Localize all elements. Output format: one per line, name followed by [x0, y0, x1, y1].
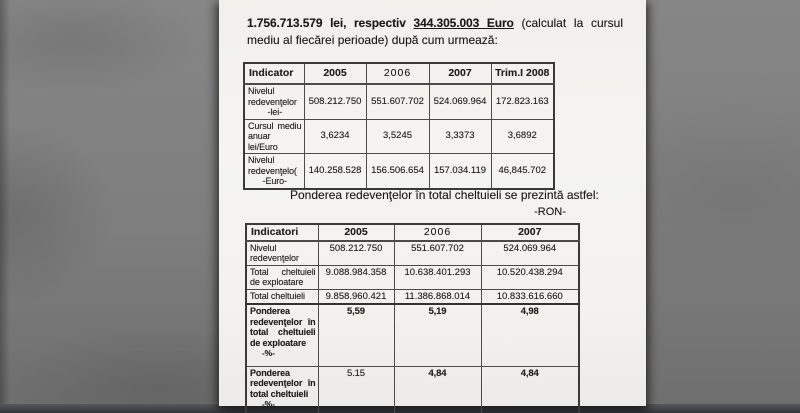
cell-value: 4,84 [394, 366, 481, 413]
row-label: Ponderea redevenţelor în total cheltuieli -%- [246, 366, 318, 413]
middle-text: Ponderea redevenţelor în total cheltuieli se prezintă astfel: [290, 188, 599, 202]
cell-value: 10.833.616.660 [481, 289, 579, 304]
cell-value: 3,6892 [491, 119, 554, 154]
table-row [246, 265, 579, 289]
table-row [244, 119, 554, 154]
cell-value: 11.386.868.014 [394, 289, 481, 304]
row-label: Total cheltuieli de exploatare [246, 265, 318, 289]
table-row [244, 154, 554, 189]
cell-value: 140.258.528 [304, 154, 366, 189]
table-row [246, 241, 579, 266]
document-page [219, 0, 646, 409]
cell-value: 172.823.163 [491, 84, 554, 119]
intro-line1-rest: (calculat la cursul [521, 16, 624, 30]
column-header: Trim.I 2008 [491, 63, 554, 84]
column-header: Indicatori [246, 224, 318, 241]
cell-value: 9.088.984.358 [318, 265, 394, 289]
row-label: Nivelul redevenţelor [246, 241, 318, 266]
table-row [244, 84, 554, 119]
cell-value: 5,59 [318, 304, 394, 366]
weight-table-header-row [246, 224, 579, 241]
cell-value: 5.15 [318, 366, 394, 413]
cell-value: 524.069.964 [429, 84, 491, 119]
cell-value: 46,845.702 [491, 154, 554, 189]
cell-value: 3,5245 [366, 119, 429, 154]
cell-value: 10.638.401.293 [394, 265, 481, 289]
intro-amount-euro: 344.305.003 Euro [413, 16, 514, 30]
weight-table [245, 223, 580, 413]
cell-value: 10.520.438.294 [481, 265, 579, 289]
column-header: 2007 [429, 63, 491, 84]
cell-value: 3,3373 [429, 119, 491, 154]
intro-paragraph [247, 15, 623, 48]
backdrop-left-shade [0, 0, 10, 413]
intro-line-2: mediu al fiecărei perioade) după cum urmează: [247, 32, 498, 47]
table-row [246, 304, 579, 366]
royalties-table-header-row [244, 63, 554, 84]
cell-value: 524.069.964 [481, 241, 579, 266]
table-row [246, 289, 579, 304]
cell-value: 3,6234 [304, 119, 366, 154]
intro-amount-lei: 1.756.713.579 lei, respectiv [247, 16, 406, 30]
cell-value: 551.607.702 [394, 241, 481, 266]
cell-value: 508.212.750 [304, 84, 366, 119]
royalties-table [243, 62, 555, 190]
column-header: 2005 [318, 224, 394, 241]
unit-label: -RON- [534, 206, 566, 218]
column-header: 2005 [304, 63, 366, 84]
row-label: Total cheltuieli [246, 289, 318, 304]
row-label: Ponderea redevenţelor în total cheltuieli de exploatare -%- [246, 304, 318, 366]
column-header: 2007 [481, 224, 579, 241]
row-label: Cursul mediu anuar lei/Euro [244, 119, 304, 154]
cell-value: 157.034.119 [429, 154, 491, 189]
row-label: Nivelul redevenţelo( -Euro- [244, 154, 304, 189]
cell-value: 9.858.960.421 [318, 289, 394, 304]
column-header: 2006 [394, 224, 481, 241]
cell-value: 4,84 [481, 366, 579, 413]
cell-value: 551.607.702 [366, 84, 429, 119]
cell-value: 4,98 [481, 304, 579, 366]
cell-value: 156.506.654 [366, 154, 429, 189]
column-header: 2006 [366, 63, 429, 84]
row-label: Nivelul redevenţelor -lei- [244, 84, 304, 119]
table-row [246, 366, 579, 413]
intro-line-1 [247, 15, 623, 32]
cell-value: 508.212.750 [318, 241, 394, 266]
cell-value: 5,19 [394, 304, 481, 366]
column-header: Indicator [244, 63, 304, 84]
